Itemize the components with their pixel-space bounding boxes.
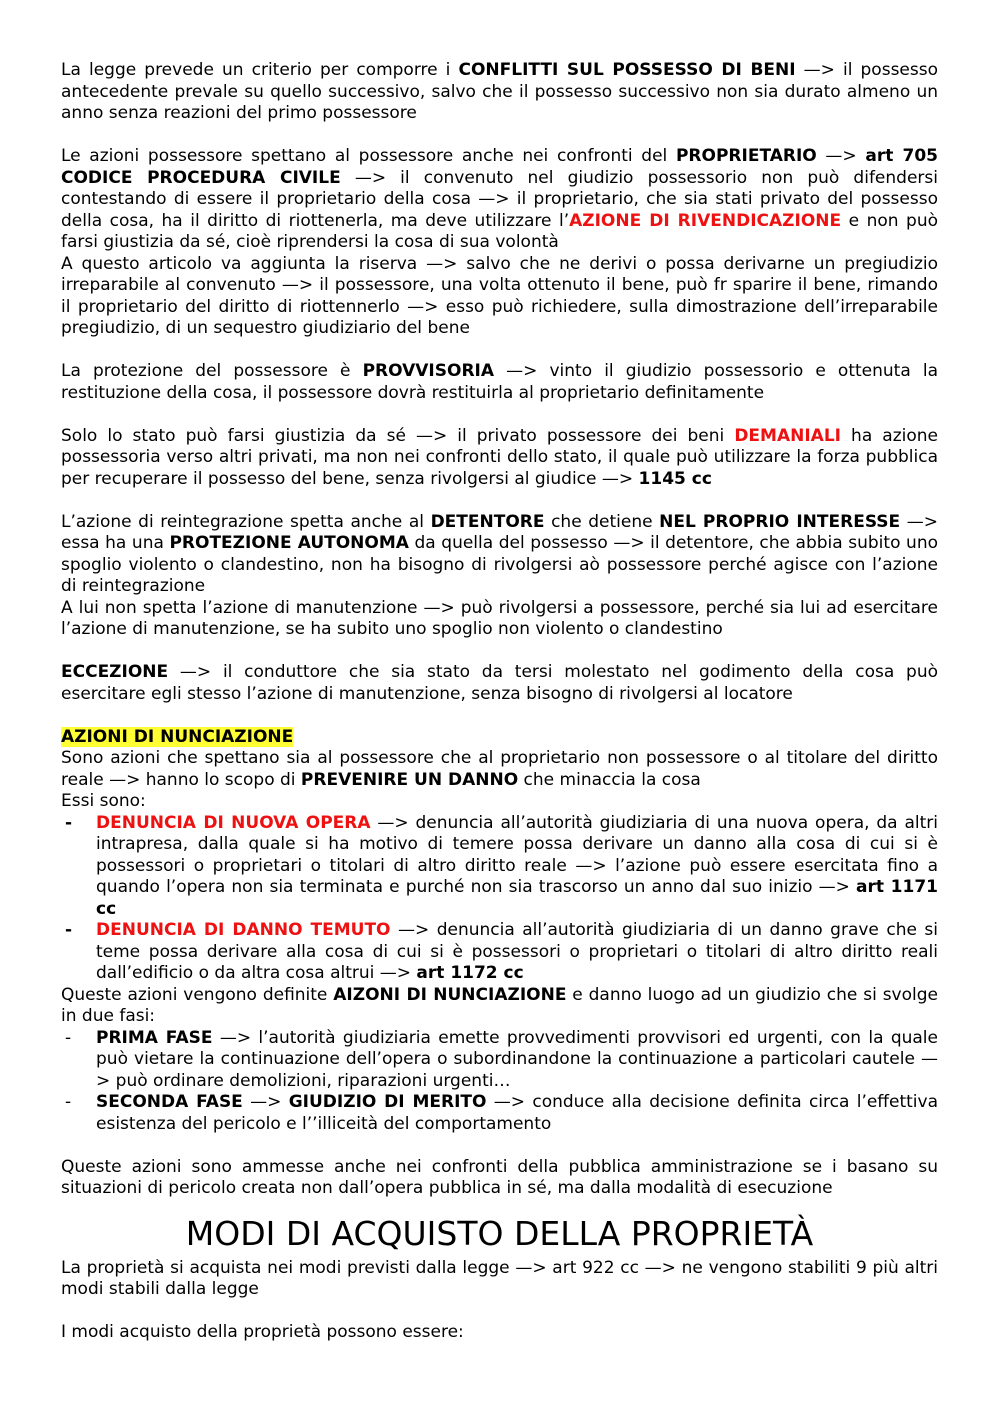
bold-term: PROVVISORIA [362,361,495,381]
red-term: AZIONE DI RIVENDICAZIONE [569,210,842,231]
list-item [61,920,938,985]
paragraph-manutenzione: A lui non spetta l’azione di manutenzione —> può rivolgersi a possessore, perché sia lui ad esercitare l’azione di manutenzione, se ha subito uno spoglio non violento o clandestino [61,597,938,639]
paragraph-conflitti [61,60,938,125]
text-run: Queste azioni vengono definite [61,984,334,1005]
bold-term: DETENTORE [430,511,545,532]
spacer [61,1135,938,1157]
text-run: La protezione del possessore è [61,361,363,381]
spacer [61,490,938,512]
text-run: —> il convenuto nel giudizio possessorio non può difendersi contestando di essere il proprietario della cosa —> il proprietario, che sia stati privato del possesso della cosa, ha il diritto di riottenerla, ma deve utilizzare l’ [61,167,938,231]
red-term: DEMANIALI [734,425,841,446]
text-run: L’azione di reintegrazione spetta anche al [61,511,431,532]
spacer [61,641,938,663]
text-run: che detiene [544,511,660,532]
text-run: —> denuncia all’autorità giudiziaria di un danno grave che si teme possa derivare alla cosa di cui si è possessori o proprietari o titolari di altro diritto reali dall’edificio o da altra cosa altrui —> [96,920,938,983]
text-run: —> conduce alla decisione definita circa l’effettiva esistenza del pericolo e l’’illiceità del comportamento [96,1092,939,1134]
text-run: che minaccia la cosa [518,769,701,790]
red-term: DENUNCIA DI DANNO TEMUTO [96,920,391,940]
text-run: e danno luogo ad un giudizio che si svolge in due fasi: [61,984,938,1026]
bold-term: PRIMA FASE [96,1027,213,1048]
paragraph-detentore [61,512,938,598]
text-run: —> il conduttore che sia stato da tersi molestato nel godimento della cosa può esercitare egli stesso l’azione di manutenzione, senza bisogno di rivolgersi al locatore [61,662,938,704]
spacer [61,125,938,147]
bold-reference: art 1172 cc [416,963,524,983]
text-run: —> essa ha una [61,511,939,553]
spacer [61,404,938,426]
list-item [61,813,938,921]
text-run: —> il possesso antecedente prevale su quello successivo, salvo che il possesso successivo non sia durato almeno un anno senza reazioni del primo possessore [61,60,938,123]
section-heading-nunciazione [61,727,938,749]
paragraph-fasi-intro [61,985,938,1028]
section-title-modi-acquisto: MODI DI ACQUISTO DELLA PROPRIETÀ [185,1213,814,1253]
list-marker: - [65,920,73,940]
red-term: DENUNCIA DI NUOVA OPERA [96,812,371,833]
highlighted-heading: AZIONI DI NUNCIAZIONE [61,726,294,747]
spacer [61,340,938,362]
spacer [61,705,938,727]
paragraph-eccezione [61,662,938,705]
paragraph-art-922: La proprietà si acquista nei modi previsti dalla legge —> art 922 cc —> ne vengono stabiliti 9 più altri modi stabili dalla legge [61,1257,938,1299]
bold-term: PREVENIRE UN DANNO [300,769,519,790]
bold-term: CONFLITTI SUL POSSESSO DI BENI [458,60,796,80]
bold-term: AIZONI DI NUNCIAZIONE [333,984,567,1005]
paragraph-modi-acquisto: I modi acquisto della proprietà possono essere: [61,1322,464,1342]
paragraph-demaniali [61,426,938,491]
paragraph-provvisoria [61,361,938,404]
text-run: —> denuncia all’autorità giudiziaria di una nuova opera, da altri intrapresa, dalla quale si ha motivo di temere possa derivare un danno alla cosa di cui si è possessori o proprietari o titolari di altro diritto reale —> l’azione può essere esercitata fino a quando l’opera non sia terminata e purché non sia trascorso un anno dal suo inizio —> [96,812,938,897]
list-marker: - [65,1027,72,1048]
bold-reference: art 705 CODICE PROCEDURA CIVILE [61,146,938,188]
bold-term: PROTEZIONE AUTONOMA [169,533,409,553]
list-item [61,1092,938,1135]
paragraph-proprietario [61,146,938,254]
bold-term: PROPRIETARIO [675,146,817,166]
paragraph-nunciazione-intro [61,748,938,791]
text-run: La legge prevede un criterio per comporre i [61,60,459,80]
spacer [61,1301,938,1323]
text-run: —> [242,1092,289,1112]
paragraph-riserva: A questo articolo va aggiunta la riserva —> salvo che ne derivi o possa derivarne un pregiudizio irreparabile al convenuto —> il possessore, una volta ottenuto il bene, può fr sparire il bene, rimando il proprietario del diritto di riottennerlo —> esso può richiedere, sulla dimostrazione dell’irreparabile pregiudizio, di un sequestro giudiziario del bene [61,253,938,338]
bold-term: NEL PROPRIO INTERESSE [659,511,901,532]
bold-reference: art 1171 cc [96,877,938,919]
text-run: Sono azioni che spettano sia al possessore che al proprietario non possessore o al titolare del diritto reale —> hanno lo scopo di [61,748,938,790]
text-run: Le azioni possessore spettano al possessore anche nei confronti del [61,146,676,166]
list-marker: - [65,1092,72,1112]
bold-term: SECONDA FASE [96,1092,243,1112]
text-run: —> vinto il giudizio possessorio e ottenuta la restituzione della cosa, il possessore dovrà restituirla al proprietario definitamente [61,361,938,403]
bold-term: GIUDIZIO DI MERITO [288,1092,487,1112]
list-fasi [61,1028,938,1136]
text-run: e non può farsi giustizia da sé, cioè riprendersi la cosa di sua volontà [61,210,938,252]
document-page [61,60,938,1344]
bold-term: ECCEZIONE [61,662,169,682]
paragraph-essi-sono: Essi sono: [61,791,146,811]
text-run: Solo lo stato può farsi giustizia da sé —> il privato possessore dei beni [61,425,735,446]
bold-reference: 1145 cc [638,468,712,489]
text-run: —> [816,146,866,166]
list-marker: - [65,812,73,833]
list-denunce [61,813,938,985]
text-run: da quella del possesso —> il detentore, che abbia subito uno spoglio violento o clandestino, non ha bisogno di rivolgersi aò possessore perché agisce con l’azione di reintegrazione [61,533,938,596]
paragraph-pubblica-amministrazione: Queste azioni sono ammesse anche nei confronti della pubblica amministrazione se i basano su situazioni di pericolo creata non dall’opera pubblica in sé, ma dalla modalità di esecuzione [61,1156,938,1198]
text-run: —> l’autorità giudiziaria emette provvedimenti provvisori ed urgenti, con la quale può vietare la continuazione dell’opera o subordinandone la continuazione a particolari cautele —> può ordinare demolizioni, riparazioni urgenti… [96,1027,938,1091]
text-run: ha azione possessoria verso altri privati, ma non nei confronti dello stato, il quale può utilizzare la forza pubblica per recuperare il possesso del bene, senza rivolgersi al giudice —> [61,425,938,489]
list-item [61,1028,938,1093]
